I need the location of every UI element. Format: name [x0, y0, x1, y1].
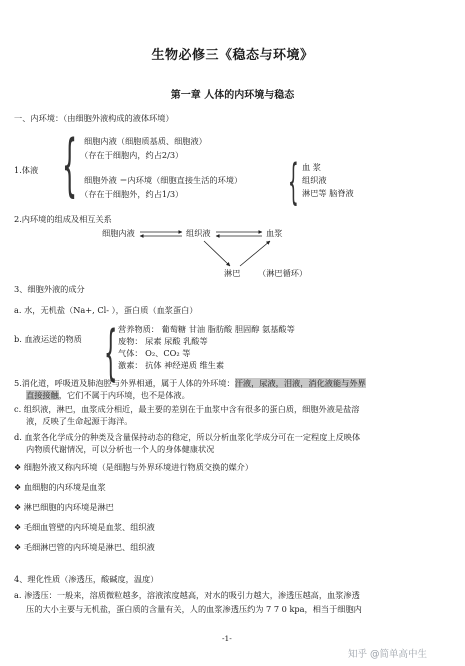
- tissue-fluid-item: 组织液: [302, 175, 327, 185]
- extracellular-note: （存在于细胞外，约占1/3）: [80, 189, 184, 199]
- diagram-node-plasma: 血浆: [266, 228, 283, 238]
- body-fluid-label: 1.体液: [14, 165, 39, 175]
- wastes-line: 废物： 尿素 尿酸 乳酸等: [118, 336, 208, 346]
- item-4a-line1: a. 渗透压：一般来，溶质微粒越多，溶液浓度越高，对水的吸引力越大，渗透压越高，血浆渗透: [14, 590, 360, 600]
- highlighted-text: 汗液，尿液，泪液，消化液能与外界: [234, 378, 366, 388]
- list-item: ❖ 血细胞的内环境是血浆: [14, 482, 106, 492]
- item-c-line1: c. 组织液，淋巴，血浆成分相近，最主要的差别在于血浆中含有很多的蛋白质，细胞外液是盐溶: [14, 404, 360, 414]
- item-b-label: b. 血液运送的物质: [14, 334, 82, 344]
- diamond-bullet-icon: ❖: [14, 523, 22, 532]
- intracellular-fluid: 细胞内液（细胞质基质、细胞液）: [84, 136, 207, 146]
- diamond-bullet-icon: ❖: [14, 503, 22, 512]
- item-a: a. 水，无机盐（Na+, Cl- ），蛋白质（血浆蛋白）: [14, 305, 198, 315]
- hormones-line: 激素： 抗体 神经递质 维生素: [118, 360, 225, 370]
- chapter-heading: 第一章 人体的内环境与稳态: [170, 90, 295, 101]
- section3-heading: 3、细胞外液的成分: [14, 284, 85, 294]
- extracellular-fluid: 细胞外液 ＝内环境（细胞直接生活的环境）: [84, 175, 243, 185]
- section2-heading: 2.内环境的组成及相互关系: [14, 214, 112, 224]
- diamond-bullet-icon: ❖: [14, 483, 22, 492]
- diamond-bullet-icon: ❖: [14, 463, 22, 472]
- nutrients-line: 营养物质： 葡萄糖 甘油 脂肪酸 胆固醇 氨基酸等: [118, 324, 295, 334]
- item-c-line2: 液，反映了生命起源于海洋。: [26, 416, 133, 426]
- item-d-line1: d. 血浆各化学成分的种类及含量保持动态的稳定，所以分析血浆化学成分可在一定程度上反映体: [14, 432, 361, 442]
- list-item: ❖ 毛细血管壁的内环境是血浆、组织液: [14, 522, 155, 532]
- list-item: ❖ 淋巴细胞的内环境是淋巴: [14, 502, 114, 512]
- gases-line: 气体： O₂、CO₂ 等: [118, 348, 191, 358]
- watermark: 知乎 @简单高中生: [348, 649, 428, 660]
- item-5-text: 5.消化道，呼吸道及肺泡腔与外界相通，属于人体的外环境：: [14, 378, 235, 388]
- item-5-line1: [14, 378, 366, 388]
- item-d-line2: 内物质代谢情况，可以分析也一个人的身体健康状况: [26, 444, 215, 454]
- diagram-node-intracellular: 细胞内液: [102, 228, 135, 238]
- section4-heading: 4、理化性质（渗透压，酸碱度，温度）: [14, 574, 159, 584]
- item-5-line2: [26, 390, 190, 400]
- item-5-tail: ，它们不属于内环境，也不是体液。: [58, 390, 190, 400]
- list-item: ❖ 细胞外液又称内环境（是细胞与外界环境进行物质交换的媒介）: [14, 462, 254, 472]
- diagram-node-lymph: 淋巴: [224, 268, 241, 278]
- page-number: -1-: [222, 634, 232, 643]
- section1-heading: 一、内环境：（由细胞外液构成的液体环境）: [14, 113, 174, 123]
- item-4a-line2: 压的大小主要与无机盐，蛋白质的含量有关，人的血浆渗透压约为 7 7 0 kpa，相当于细胞内: [26, 604, 362, 614]
- list-item: ❖ 毛细淋巴管的内环境是淋巴、组织液: [14, 542, 155, 552]
- document-title: 生物必修三《稳态与环境》: [151, 48, 314, 63]
- plasma-item: 血 浆: [302, 162, 321, 172]
- highlighted-text: 直接接触: [26, 390, 59, 400]
- left-brace-icon: {: [104, 318, 118, 388]
- right-brace-icon: {: [288, 154, 299, 210]
- diagram-node-tissue-fluid: 组织液: [186, 228, 211, 238]
- diamond-bullet-icon: ❖: [14, 543, 22, 552]
- intracellular-note: （存在于细胞内，约占2/3）: [80, 150, 184, 160]
- lymph-item: 淋巴等 脑脊液: [302, 188, 354, 198]
- lymph-circulation-note: （淋巴循环）: [258, 268, 308, 278]
- left-brace-icon: {: [62, 126, 78, 205]
